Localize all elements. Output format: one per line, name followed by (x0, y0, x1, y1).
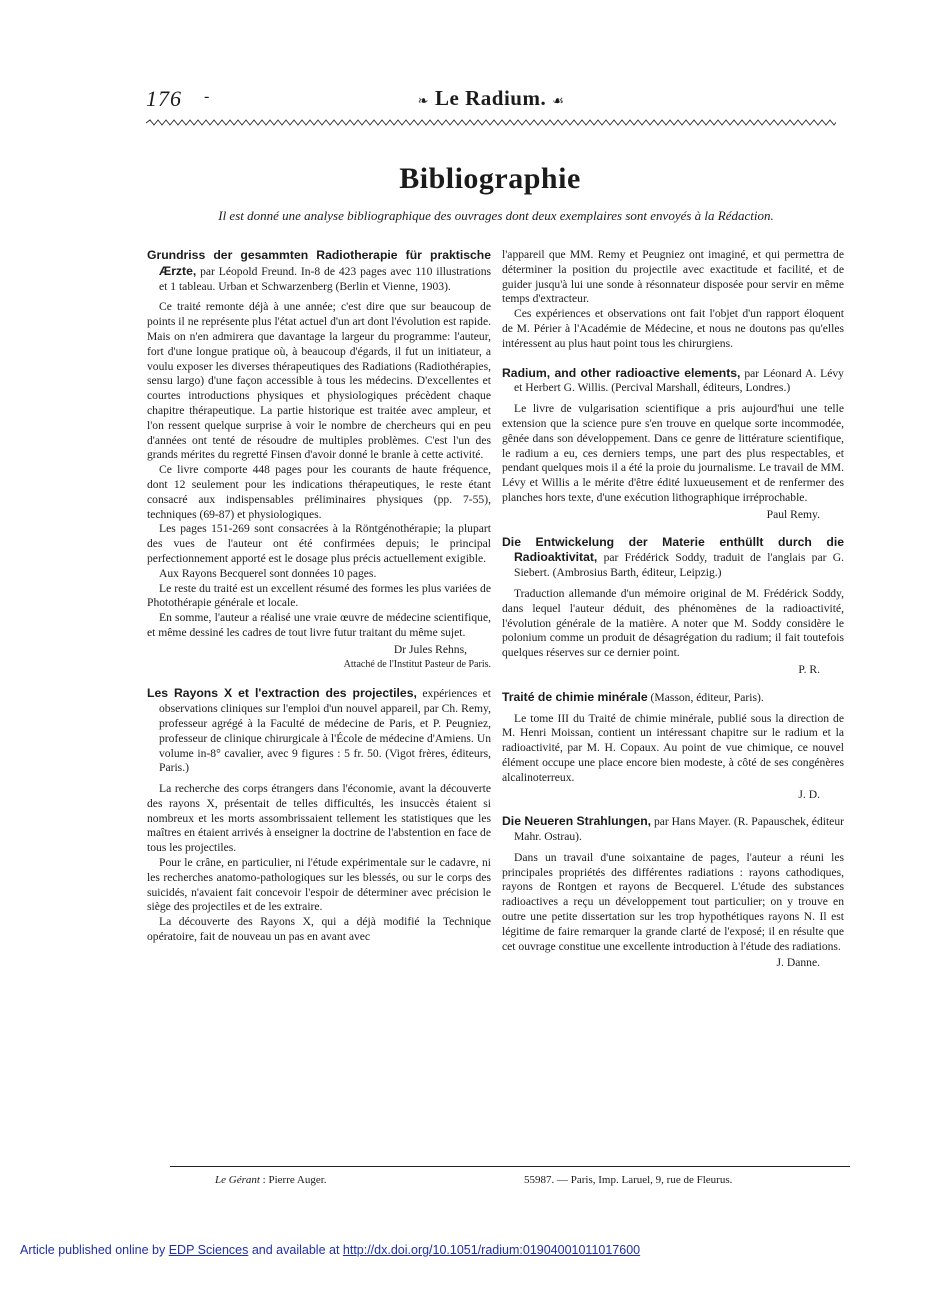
footer-manager (215, 1174, 327, 1186)
entry-heading (502, 535, 844, 581)
running-title: Le Radium. (435, 86, 547, 110)
section-intro: Il est donné une analyse bibliographique des ouvrages dont deux exemplaires sont envoyés à la Rédaction. (218, 208, 774, 223)
footer-rule (170, 1166, 850, 1167)
section-title: Bibliographie (399, 162, 581, 195)
footer-manager-label: Le Gérant (215, 1174, 260, 1186)
credit-middle: and available at (248, 1243, 343, 1257)
wavy-rule-divider (146, 118, 836, 128)
book-title: Die Entwickelung der Materie enthüllt durch die Radioaktivitat, (502, 534, 844, 565)
left-column (147, 248, 491, 953)
footer-printer: 55987. — Paris, Imp. Laruel, 9, rue de Fleurus. (524, 1174, 733, 1186)
entry-heading (147, 248, 491, 294)
review-paragraph: En somme, l'auteur a réalisé une vraie œuvre de médecine scientifique, et même dessiné les cadres de tout livre futur traitant du même sujet. (147, 611, 491, 639)
review-paragraph: Aux Rayons Becquerel sont données 10 pages. (159, 566, 377, 580)
reviewer-signature: Paul Remy. (766, 507, 820, 521)
book-reference: par Léopold Freund. In-8 de 423 pages avec 110 illustrations et 1 tableau. Urban et Schwarzenberg (Berlin et Vienne, 1903). (159, 264, 491, 293)
page-header (146, 86, 836, 116)
review-paragraph: Le tome III du Traité de chimie minérale, publié sous la direction de M. Henri Moissan, contient un intéressant chapitre sur le radium et la radioactivité, par M. H. Copaux. Au point de vue chimique, ce nouvel élément occupe une place encore bien modeste, à côté de ses congénères alcalinoterreux. (502, 711, 844, 784)
review-paragraph: Le reste du traité est un excellent résumé des formes les plus variées de Photothérapie générale et locale. (147, 581, 491, 610)
reviewer-signature: J. Danne. (776, 956, 820, 970)
review-paragraph: La découverte des Rayons X, qui a déjà modifié la Technique opératoire, fait de nouveau un pas en avant avec (147, 915, 491, 944)
review-paragraph: La recherche des corps étrangers dans l'économie, avant la découverte des rayons X, présentait de telles difficultés, les insuccès étaient si nombreux et les morts assombrissaient tellement les statistiques que les maîtres en étaient arrivés à enseigner la doctrine de l'abstention en face de tous les projectiles. (147, 782, 491, 855)
book-title: Les Rayons X et l'extraction des projectiles, (147, 686, 417, 701)
reviewer-signature: Dr Jules Rehns, (393, 642, 467, 656)
entry-heading (502, 366, 844, 397)
book-reference: par Léonard A. Lévy et Herbert G. Willis. (Percival Marshall, éditeurs, Londres.) (514, 366, 844, 395)
reviewer-signature: J. D. (798, 787, 820, 801)
entry-heading (502, 690, 844, 706)
review-paragraph: Les pages 151-269 sont consacrées à la Röntgénothérapie; la plupart des vues de l'auteur ont été confirmées depuis; le principal perfectionnement apporté est le dosage plus précis actuellement exigible. (147, 522, 491, 565)
review-paragraph: Pour le crâne, en particulier, ni l'étude expérimentale sur le cadavre, ni les recherches anatomo-pathologiques sur les blessés, ou sur le corps des suicidés, n'avaient fait concevoir l'espoir de déterminer avec précision le siège des projectiles et de les extraire. (147, 856, 491, 914)
review-paragraph: Ce traité remonte déjà à une année; c'est dire que sur beaucoup de points il ne représente plus l'état actuel d'un art dont l'évolution est rapide. Mais on n'en admirera que davantage la largeur du programme: l'auteur, fort d'une longue pratique où, à beaucoup d'égards, il fut un initiateur, a voulu exposer les diverses thérapeutiques des Radiations (Radiothérapies, sensu largo) d'une façon accessible à tous les médecins. D'excellentes et courtes introductions physiques et physiologiques précèdent chaque chapitre thérapeutique. La partie historique est traitée avec ampleur, et l'on ressent quelque surprise à voir le nombre de chercheurs qui en peu d'années ont tenté de résoudre de multiples problèmes. C'est l'un des grands mérites du regretté Finsen d'avoir donné le branle à cette activité. (147, 300, 491, 462)
book-title: Die Neueren Strahlungen, (502, 814, 652, 829)
right-column (502, 248, 844, 979)
entry-heading (147, 686, 491, 776)
doi-link[interactable]: http://dx.doi.org/10.1051/radium:01904001011017600 (342, 1243, 641, 1257)
review-entry (502, 814, 844, 971)
book-reference: par Hans Mayer. (R. Papauschek, éditeur Mahr. Ostrau). (514, 815, 844, 844)
review-entry (502, 690, 844, 803)
review-continuation (502, 248, 844, 352)
review-paragraph: Dans un travail d'une soixantaine de pages, l'auteur a réuni les principales propriétés des différentes radiations : rayons cathodiques, rayons de Rontgen et rayons de Becquerel. L'étude des substances radioactives a reçu un développement tout particulier; on y trouve en outre une petite dissertation sur les trop hypothétiques rayons N. Il est légitime de faire remarquer la grande clarté de l'exposé; il en résulte que cet ouvrage constitue une excellente introduction à l'étude des radiations. (502, 850, 844, 953)
ornament-right-icon: ☙ (552, 93, 565, 108)
reviewer-affiliation: Attaché de l'Institut Pasteur de Paris. (343, 658, 491, 670)
review-paragraph: l'appareil que MM. Remy et Peugniez ont imaginé, et qui permettra de déterminer la position du projectile avec exactitude et facilité, et de guider jusqu'à lui une sonde à résonnateur disposée pour servir en même temps d'extracteur. (502, 248, 844, 306)
header-dash: - (204, 88, 210, 105)
book-title: Traité de chimie minérale (502, 689, 648, 704)
review-entry (147, 248, 491, 672)
review-paragraph: Le livre de vulgarisation scientifique a pris aujourd'hui une telle extension que la science pure s'en trouve en quelque sorte incommodée, gênée dans son développement. Dans ce genre de littérature scientifique, le radium a eu, ces derniers temps, une part des plus respectables, et pendant quelques mois il a été la proie du journalisme. Le travail de MM. Lévy et Willis a le mérite d'être édité luxueusement et de renfermer des planches hors texte, d'une exécution lithographique irréprochable. (502, 402, 844, 504)
running-title-line (146, 86, 836, 111)
footer-manager-name: : Pierre Auger. (259, 1174, 327, 1186)
entry-heading (502, 814, 844, 845)
review-entry (502, 535, 844, 678)
ornament-left-icon: ❧ (417, 93, 430, 108)
page-number: 176 (146, 86, 182, 111)
book-reference: (Masson, éditeur, Paris). (647, 690, 764, 704)
review-paragraph: Ce livre comporte 448 pages pour les courants de haute fréquence, dont 12 seulement pour les indications thérapeutiques, le reste étant consacré aux indispensables préliminaires physiques (pp. 7-55), techniques (69-87) et physiologiques. (147, 463, 491, 521)
publisher-link[interactable]: EDP Sciences (168, 1243, 249, 1257)
book-title: Grundriss der gesammten Radiotherapie für praktische Ærzte, (147, 248, 491, 278)
review-entry (502, 366, 844, 523)
book-title: Radium, and other radioactive elements, (502, 365, 741, 380)
publication-credit (20, 1243, 640, 1257)
reviewer-signature: P. R. (798, 662, 820, 676)
book-reference: par Frédérick Soddy, traduit de l'anglais par G. Siebert. (Ambrosius Barth, éditeur, Leipzig.) (514, 551, 844, 580)
book-reference: expériences et observations cliniques sur l'emploi d'un nouvel appareil, par Ch. Remy, professeur agrégé à la Faculté de médecine de Paris, et P. Peugniez, professeur de clinique chirurgicale à l'École de médecine d'Amiens. Un volume in-8° cavalier, avec 9 figures : 5 fr. 50. (Vigot frères, éditeurs, Paris.) (159, 687, 491, 775)
credit-prefix: Article published online by (20, 1243, 169, 1257)
review-entry (147, 686, 491, 945)
review-paragraph: Traduction allemande d'un mémoire original de M. Frédérick Soddy, dans lequel l'auteur déduit, des phénomènes de la radioactivité, l'évolution générale de la matière. A noter que M. Soddy considère le polonium comme un produit de désagrégation du radium; il fait toutefois quelques réserves sur ce dernier point. (502, 586, 844, 660)
review-paragraph: Ces expériences et observations ont fait l'objet d'un rapport éloquent de M. Périer à l'Académie de Médecine, et nous ne doutons pas qu'elles intéressent au plus haut point tous les chirurgiens. (502, 307, 844, 350)
